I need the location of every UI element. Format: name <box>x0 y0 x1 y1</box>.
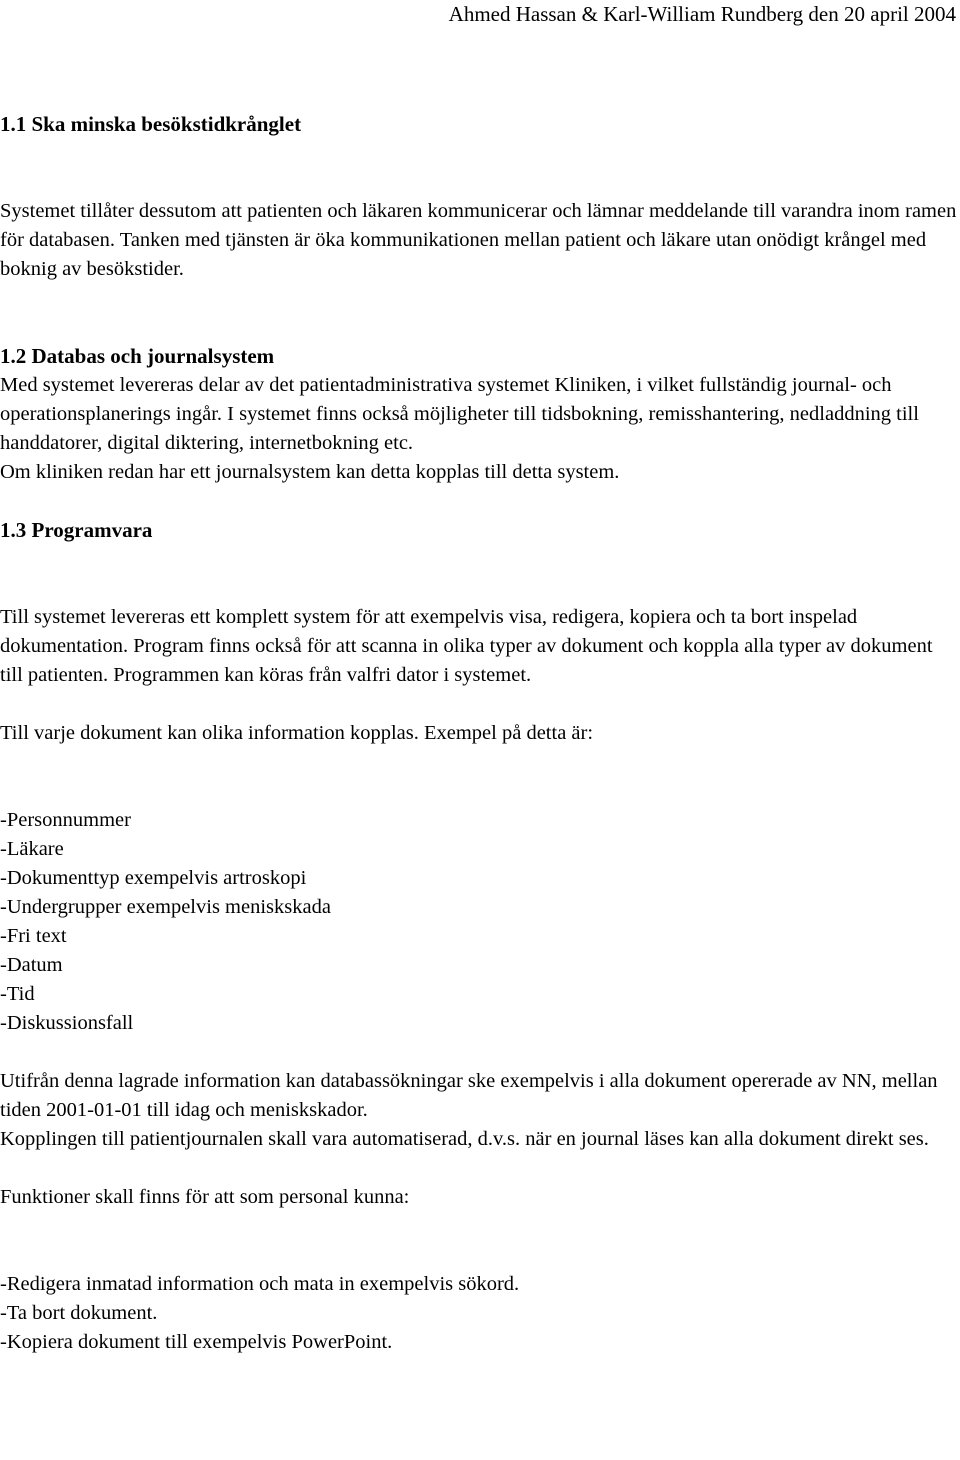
section-1-3-paragraph-5: Funktioner skall finns för att som personal kunna: <box>0 1186 410 1208</box>
list-item: -Undergrupper exempelvis meniskskada <box>0 896 331 918</box>
document-header: Ahmed Hassan & Karl-William Rundberg den 20 april 2004 <box>448 2 956 26</box>
list-item: -Personnummer <box>0 809 131 831</box>
list-item: -Datum <box>0 954 63 976</box>
list-item: -Kopiera dokument till exempelvis PowerPoint. <box>0 1331 393 1353</box>
section-heading-1-2: 1.2 Databas och journalsystem <box>0 344 275 368</box>
list-item: -Redigera inmatad information och mata in exempelvis sökord. <box>0 1273 520 1295</box>
document-info-list <box>0 806 958 1038</box>
section-heading-1-1: 1.1 Ska minska besökstidkrånglet <box>0 112 302 136</box>
section-1-1-paragraph: Systemet tillåter dessutom att patienten och läkaren kommunicerar och lämnar meddelande till varandra inom ramen för databasen. Tanken med tjänsten är öka kommunikationen mellan patient och läkare utan onödigt krångel med boknig av besökstider. <box>0 200 957 280</box>
section-1-3-paragraph-4: Kopplingen till patientjournalen skall vara automatiserad, d.v.s. när en journal läses kan alla dokument direkt ses. <box>0 1128 929 1150</box>
list-item: -Läkare <box>0 838 64 860</box>
document-body <box>0 110 958 1357</box>
list-item: -Tid <box>0 983 35 1005</box>
list-item: -Diskussionsfall <box>0 1012 134 1034</box>
functions-list <box>0 1270 958 1357</box>
list-item: -Fri text <box>0 925 67 947</box>
section-1-3-paragraph-2: Till varje dokument kan olika information kopplas. Exempel på detta är: <box>0 722 594 744</box>
list-item: -Dokumenttyp exempelvis artroskopi <box>0 867 307 889</box>
list-item: -Ta bort dokument. <box>0 1302 158 1324</box>
section-1-2-paragraph-1: Med systemet levereras delar av det patientadministrativa systemet Kliniken, i vilket fullständig journal- och operationsplanerings ingår. I systemet finns också möjligheter till tidsbokning, remisshantering, nedladdning till handdatorer, digital diktering, internetbokning etc. <box>0 374 919 454</box>
section-1-2-paragraph-2: Om kliniken redan har ett journalsystem kan detta kopplas till detta system. <box>0 461 620 483</box>
section-1-3-paragraph-1: Till systemet levereras ett komplett system för att exempelvis visa, redigera, kopiera och ta bort inspelad dokumentation. Program finns också för att scanna in olika typer av dokument och koppla alla typer av dokument till patienten. Programmen kan köras från valfri dator i systemet. <box>0 606 933 686</box>
section-heading-1-3: 1.3 Programvara <box>0 518 153 542</box>
section-1-3-paragraph-3: Utifrån denna lagrade information kan databassökningar ske exempelvis i alla dokument opererade av NN, mellan tiden 2001-01-01 till idag och meniskskador. <box>0 1070 938 1121</box>
